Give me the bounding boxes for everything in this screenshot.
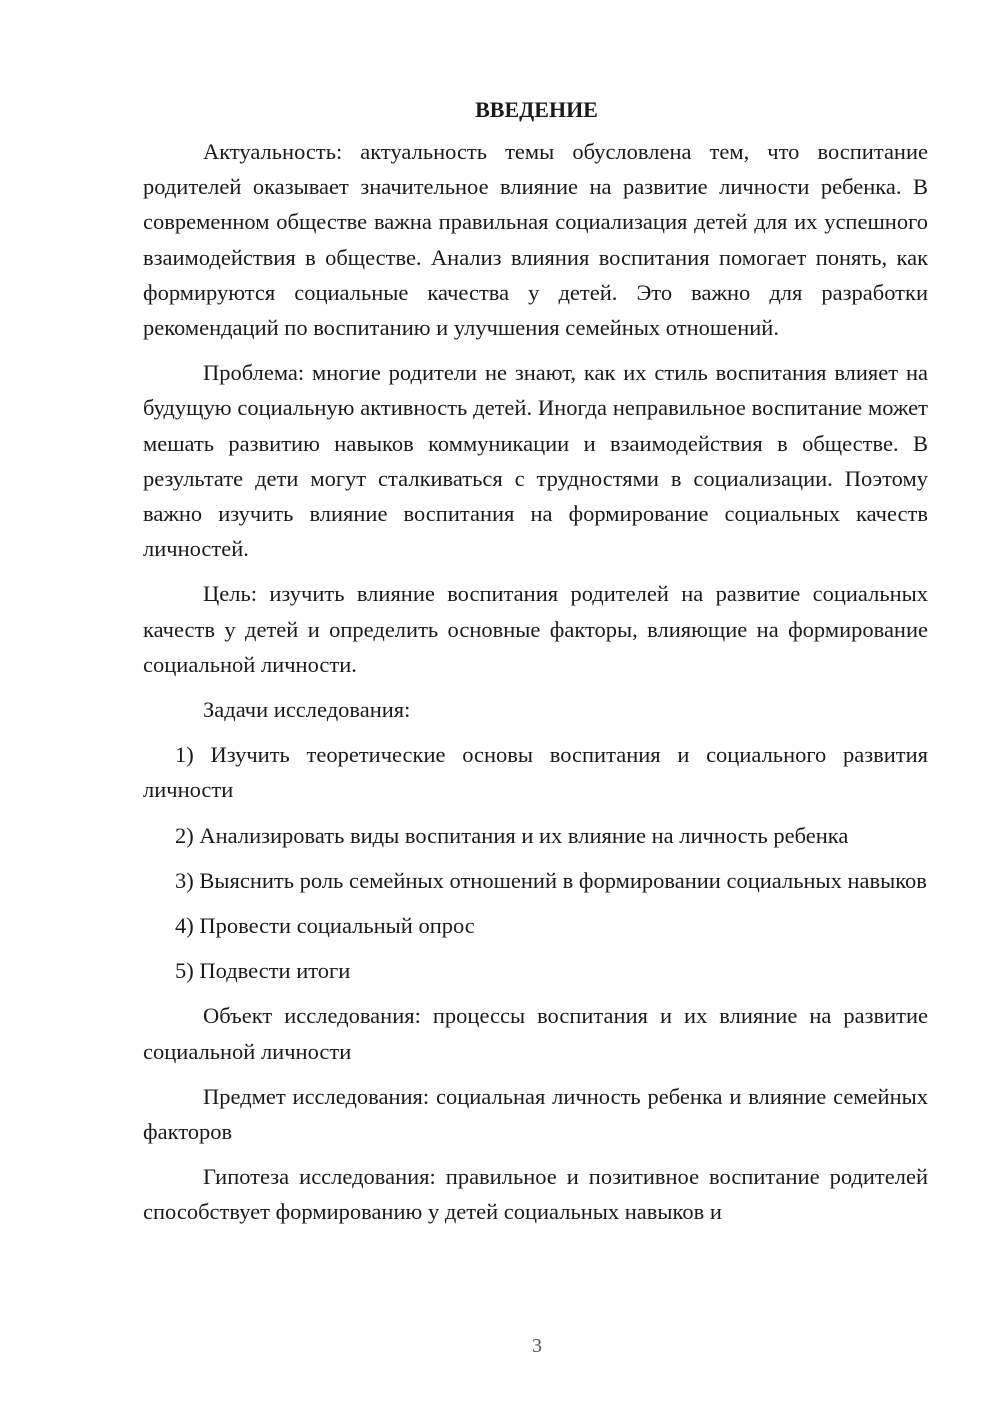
task-item-4: 4) Провести социальный опрос [175, 913, 475, 939]
task-item-2: 2) Анализировать виды воспитания и их влияние на личность ребенка [175, 822, 849, 848]
task-item-5: 5) Подвести итоги [175, 958, 351, 984]
task-item-3: 3) Выяснить роль семейных отношений в формировании социальных навыков [175, 867, 927, 893]
task-item-1: 1) Изучить теоретические основы воспитания и социального развития личности [143, 742, 928, 803]
paragraph-relevance: Актуальность: актуальность темы обусловлена тем, что воспитание родителей оказывает значительное влияние на развитие личности ребенка. В современном обществе важна правильная социализация детей для их успешного взаимодействия в обществе. Анализ влияния воспитания помогает понять, как формируются социальные качества у детей. Это важно для разработки рекомендаций по воспитанию и улучшения семейных отношений. [143, 139, 928, 341]
paragraph-object: Объект исследования: процессы воспитания и их влияние на развитие социальной личности [143, 1003, 928, 1064]
page-number: 3 [532, 1335, 542, 1357]
paragraph-problem: Проблема: многие родители не знают, как их стиль воспитания влияет на будущую социальную активность детей. Иногда неправильное воспитание может мешать развитию навыков коммуникации и взаимодействия в обществе. В результате дети могут сталкиваться с трудностями в социализации. Поэтому важно изучить влияние воспитания на формирование социальных качеств личностей. [143, 360, 928, 562]
paragraph-hypothesis: Гипотеза исследования: правильное и позитивное воспитание родителей способствует формированию у детей социальных навыков и [143, 1164, 928, 1225]
section-title: ВВЕДЕНИЕ [475, 97, 598, 122]
tasks-heading: Задачи исследования: [203, 697, 411, 723]
paragraph-goal: Цель: изучить влияние воспитания родителей на развитие социальных качеств у детей и определить основные факторы, влияющие на формирование социальной личности. [143, 581, 928, 677]
paragraph-subject: Предмет исследования: социальная личность ребенка и влияние семейных факторов [143, 1083, 928, 1145]
page-body [143, 92, 928, 1230]
